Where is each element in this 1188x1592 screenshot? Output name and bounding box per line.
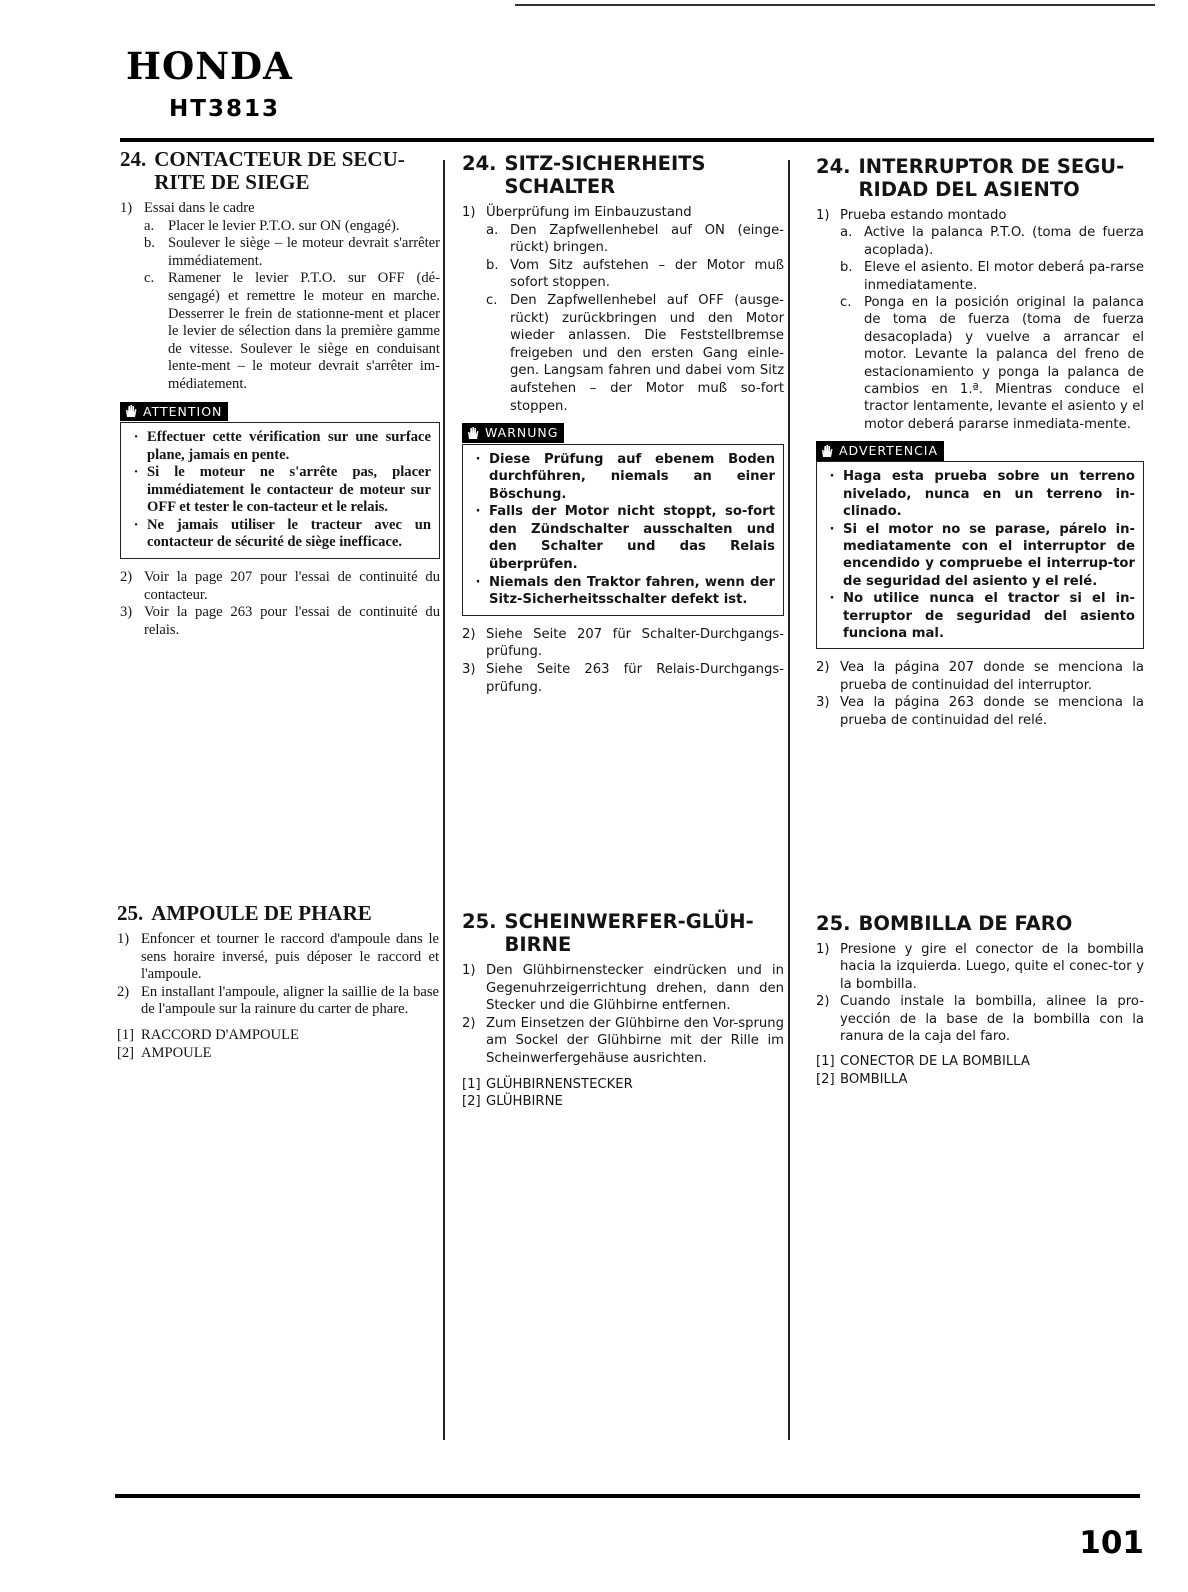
step <box>117 984 439 1019</box>
step-text: Vea la página 263 donde se menciona la prueba de continuidad del relé. <box>840 695 1144 728</box>
step-text: Enfoncer et tourner le raccord d'ampoule dans le sens horaire inversé, puis déposer le raccord et l'ampoule. <box>141 931 439 983</box>
sub-step-letter: c. <box>840 295 852 311</box>
warning-label <box>120 402 228 422</box>
part-name: BOMBILLA <box>840 1071 908 1087</box>
warning-box <box>816 461 1144 649</box>
section-title <box>816 155 1144 201</box>
hand-warning-icon <box>124 404 138 418</box>
section-number: 25. <box>117 901 144 925</box>
section-title <box>117 902 439 925</box>
section-title <box>462 152 784 198</box>
sub-step-text: Soulever le siège – le moteur devrait s'arrêter immédiatement. <box>168 235 440 269</box>
section-number: 25. <box>462 910 497 933</box>
sub-step-text: Den Zapfwellenhebel auf ON (einge-rückt) bringen. <box>510 222 784 256</box>
section-title <box>120 148 440 194</box>
reference-list <box>462 626 784 696</box>
part-item <box>117 1045 439 1063</box>
warning-item-text: No utilice nunca el tractor si el in-terruptor de seguridad del asiento funciona mal. <box>843 591 1135 642</box>
warning-label-text: ATTENTION <box>143 403 223 419</box>
part-name: AMPOULE <box>141 1044 212 1061</box>
section-title-text: BOMBILLA DE FARO <box>858 912 1073 935</box>
part-number: [2] <box>462 1094 481 1110</box>
part-name: GLÜHBIRNENSTECKER <box>486 1076 633 1092</box>
sub-step <box>144 235 440 270</box>
step-text: Cuando instale la bombilla, alinee la pro-yección de la base de la bombilla con la ranura de la caja del faro. <box>840 994 1144 1045</box>
step-number: 2) <box>117 983 130 1000</box>
sub-step <box>486 222 784 257</box>
step <box>816 694 1144 729</box>
step <box>816 941 1144 993</box>
model-number: HT3813 <box>169 96 280 122</box>
warning-item: · Si el motor no se parase, párelo in-mediatamente con el interruptor de encendido y compruebe el interrup-tor de seguridad del asiento y el relé. <box>829 521 1135 589</box>
part-item <box>117 1027 439 1045</box>
step <box>816 659 1144 694</box>
sub-step <box>840 224 1144 259</box>
warning-item-text: Niemals den Traktor fahren, wenn der Sitz-Sicherheitsschalter defekt ist. <box>489 574 775 608</box>
step <box>462 962 784 1015</box>
sub-step-text: Active la palanca P.T.O. (toma de fuerza acoplada). <box>864 225 1144 258</box>
step <box>462 661 784 696</box>
sub-step-letter: b. <box>486 257 499 273</box>
step <box>462 204 784 222</box>
column-french-24 <box>120 148 440 639</box>
warning-box <box>120 422 440 559</box>
section-number: 25. <box>816 912 851 935</box>
step-number: 1) <box>816 942 830 957</box>
sub-step-letter: c. <box>486 292 498 308</box>
warning-item: · Niemals den Traktor fahren, wenn der Sitz-Sicherheitsschalter defekt ist. <box>475 574 775 608</box>
column-german-25 <box>462 910 784 1111</box>
hand-warning-icon <box>466 426 480 440</box>
sub-step <box>840 294 1144 433</box>
warning-item: · Effectuer cette vérification sur une surface plane, jamais en pente. <box>133 428 431 463</box>
step-text: Siehe Seite 207 für Schalter-Durchgangs-prüfung. <box>486 626 784 660</box>
step-text: Vea la página 207 donde se menciona la prueba de continuidad del interruptor. <box>840 660 1144 693</box>
step-text: Essai dans le cadre <box>144 200 255 216</box>
step-text: En installant l'ampoule, aligner la saillie de la base de l'ampoule sur la rainure du carter de phare. <box>141 983 439 1018</box>
sub-step <box>144 218 440 236</box>
part-number: [2] <box>117 1044 135 1061</box>
step <box>120 569 440 604</box>
warning-item: · Diese Prüfung auf ebenem Boden durchführen, niemals an einer Böschung. <box>475 451 775 502</box>
footer-rule <box>115 1494 1140 1498</box>
part-number: [1] <box>117 1026 135 1043</box>
sub-step-letter: c. <box>144 270 155 287</box>
column-divider-1 <box>443 160 445 1440</box>
step-number: 3) <box>120 604 133 621</box>
warning-item-text: Diese Prüfung auf ebenem Boden durchführen, niemals an einer Böschung. <box>489 451 775 502</box>
part-number: [1] <box>462 1076 481 1092</box>
sub-step-letter: b. <box>144 235 155 252</box>
warning-label-text: WARNUNG <box>485 425 559 441</box>
warning-item: · Haga esta prueba sobre un terreno nivelado, nunca en un terreno in-clinado. <box>829 469 1135 520</box>
step-number: 2) <box>462 1015 476 1031</box>
sub-step <box>486 292 784 415</box>
part-item <box>816 1071 1144 1088</box>
column-german-24 <box>462 152 784 696</box>
step <box>462 1015 784 1068</box>
sub-step-letter: b. <box>840 260 853 276</box>
warning-item: · Si le moteur ne s'arrête pas, placer immédiatement le contacteur de moteur sur OFF et tester le con-tacteur et le relais. <box>133 464 431 516</box>
sub-step <box>486 257 784 292</box>
part-name: RACCORD D'AMPOULE <box>141 1026 299 1043</box>
warning-item-text: Si le moteur ne s'arrête pas, placer immédiatement le contacteur de moteur sur OFF et tester le con-tacteur et le relais. <box>147 464 431 516</box>
sub-step-letter: a. <box>144 217 155 234</box>
section-title <box>816 912 1144 935</box>
top-rule <box>515 4 1155 6</box>
step <box>816 993 1144 1045</box>
warning-label <box>816 441 944 460</box>
warning-label-text: ADVERTENCIA <box>839 443 939 459</box>
step-number: 2) <box>816 660 830 676</box>
parts-list <box>462 1076 784 1111</box>
step <box>120 200 440 218</box>
step-text: Presione y gire el conector de la bombilla hacia la izquierda. Luego, quite el conec-tor y la bombilla. <box>840 942 1144 992</box>
warning-item-text: Effectuer cette vérification sur une surface plane, jamais en pente. <box>147 428 431 463</box>
step <box>816 207 1144 224</box>
warning-item-text: Falls der Motor nicht stoppt, so-fort den Zündschalter ausschalten und den Schalter und das Relais überprüfen. <box>489 504 775 573</box>
step-number: 1) <box>120 200 133 216</box>
sub-step <box>840 259 1144 294</box>
column-spanish-25 <box>816 912 1144 1088</box>
step-number: 3) <box>816 695 830 711</box>
step <box>462 626 784 661</box>
part-item <box>462 1076 784 1094</box>
step-text: Den Glühbirnenstecker eindrücken und in Gegenuhrzeigerrichtung drehen, dann den Stecker und die Glühbirne entfernen. <box>486 963 784 1014</box>
part-item <box>462 1093 784 1111</box>
brand-logo: HONDA <box>126 44 293 88</box>
step-text: Prueba estando montado <box>840 208 1007 223</box>
step-text: Überprüfung im Einbauzustand <box>486 205 692 220</box>
section-title-text: CONTACTEUR DE SECU-RITE DE SIEGE <box>154 147 405 194</box>
part-number: [1] <box>816 1054 835 1070</box>
part-name: CONECTOR DE LA BOMBILLA <box>840 1054 1030 1070</box>
sub-step-text: Vom Sitz aufstehen – der Motor muß sofort stoppen. <box>510 257 784 291</box>
section-title-text: AMPOULE DE PHARE <box>151 901 372 925</box>
column-spanish-24 <box>816 155 1144 729</box>
section-title-text: SITZ-SICHERHEITS SCHALTER <box>504 152 706 198</box>
warning-box <box>462 444 784 616</box>
warning-item-text: Ne jamais utiliser le tracteur avec un contacteur de sécurité de siège inefficace. <box>147 516 431 551</box>
hand-warning-icon <box>820 444 834 458</box>
step-number: 3) <box>462 662 476 678</box>
sub-step-text: Ramener le levier P.T.O. sur OFF (dé-sengagé) et remettre le moteur en marche. Desserrer le frein de stationne-ment et placer le levier de sélection dans la première gamme de vitesse. Soulever le siège en conduisant lente-ment – le moteur devrait s'arrêter im-médiatement. <box>168 270 440 392</box>
sub-step-letter: a. <box>840 225 853 241</box>
step-number: 2) <box>816 994 830 1010</box>
section-title-text: SCHEINWERFER-GLÜH-BIRNE <box>504 910 754 956</box>
warning-item: · Falls der Motor nicht stoppt, so-fort den Zündschalter ausschalten und den Schalter und das Relais überprüfen. <box>475 504 775 573</box>
warning-item-text: Si el motor no se parase, párelo in-mediatamente con el interruptor de encendido y compruebe el interrup-tor de seguridad del asiento y el relé. <box>843 521 1135 589</box>
sub-step <box>144 270 440 393</box>
step-number: 1) <box>462 963 476 978</box>
step <box>117 931 439 984</box>
step-text: Zum Einsetzen der Glühbirne den Vor-sprung am Sockel der Glühbirne mit der Rille im Scheinwerfergehäuse ausrichten. <box>486 1015 784 1066</box>
part-number: [2] <box>816 1071 835 1087</box>
warning-label <box>462 423 564 443</box>
column-divider-2 <box>788 160 790 1440</box>
parts-list <box>117 1027 439 1062</box>
step-text: Voir la page 263 pour l'essai de continuité du relais. <box>144 604 440 638</box>
reference-list <box>120 569 440 639</box>
part-name: GLÜHBIRNE <box>486 1094 563 1110</box>
sub-step-text: Den Zapfwellenhebel auf OFF (ausge-rückt) zurückbringen und den Motor wieder anlassen. Die Feststellbremse freigeben und den ersten Gang einle-gen. Langsam fahren und dabei vom Sitz aufstehen – der Motor muß so-fort stoppen. <box>510 292 784 414</box>
step-number: 1) <box>117 931 130 947</box>
page-number: 101 <box>1079 1525 1144 1561</box>
warning-item: · No utilice nunca el tractor si el in-terruptor de seguridad del asiento funciona mal. <box>829 591 1135 642</box>
sub-step-letter: a. <box>486 222 499 238</box>
warning-item-text: Haga esta prueba sobre un terreno nivelado, nunca en un terreno in-clinado. <box>843 469 1135 520</box>
parts-list <box>816 1053 1144 1088</box>
step <box>120 604 440 639</box>
step-number: 1) <box>462 205 476 220</box>
reference-list <box>816 659 1144 729</box>
sub-step-text: Ponga en la posición original la palanca de toma de fuerza (toma de fuerza desacoplada) y vuelve a arrancar el motor. Levante la palanca del freno de estacionamiento y ponga la palanca de cambios en 1.ª. Mientras conduce el tractor lentamente, levante el asiento y el motor deberá pararse inmediata-mente. <box>864 295 1144 432</box>
section-number: 24. <box>462 152 497 175</box>
part-item <box>816 1053 1144 1070</box>
step-text: Voir la page 207 pour l'essai de continuité du contacteur. <box>144 569 440 603</box>
step-number: 2) <box>120 569 133 586</box>
warning-item: · Ne jamais utiliser le tracteur avec un contacteur de sécurité de siège inefficace. <box>133 516 431 551</box>
section-number: 24. <box>816 155 851 178</box>
section-title <box>462 910 784 956</box>
sub-step-text: Placer le levier P.T.O. sur ON (engagé). <box>168 217 400 234</box>
step-number: 2) <box>462 626 476 642</box>
header-rule <box>120 138 1154 142</box>
sub-step-text: Eleve el asiento. El motor deberá pa-rarse inmediatamente. <box>864 260 1144 293</box>
column-french-25 <box>117 902 439 1062</box>
step-text: Siehe Seite 263 für Relais-Durchgangs-prüfung. <box>486 662 784 695</box>
step-number: 1) <box>816 208 830 223</box>
section-number: 24. <box>120 147 147 171</box>
section-title-text: INTERRUPTOR DE SEGU-RIDAD DEL ASIENTO <box>858 155 1125 201</box>
